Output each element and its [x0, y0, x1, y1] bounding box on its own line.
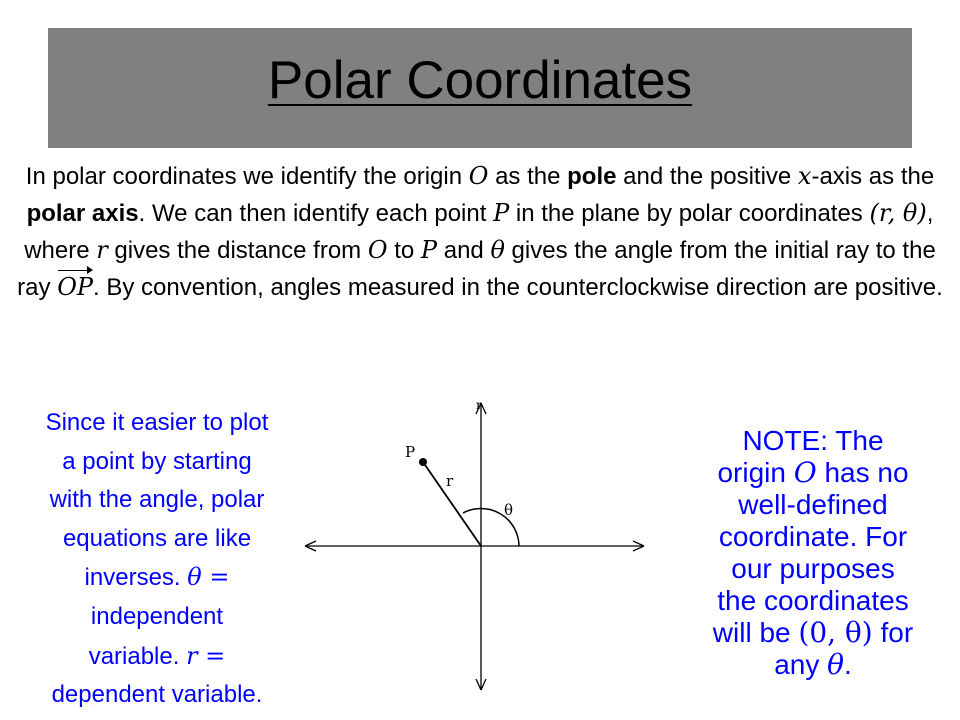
point-P-label: P [405, 443, 416, 461]
math-theta: θ [490, 236, 505, 264]
math-theta: θ [827, 648, 844, 681]
left-note-line: a point by starting [62, 447, 252, 475]
right-note-text: origin [717, 457, 794, 488]
right-note-text: . [844, 649, 852, 680]
intro-text: and the positive [616, 163, 798, 190]
intro-text: to [387, 237, 421, 264]
math-O: O [793, 456, 817, 489]
left-note-line: equations are like [62, 524, 252, 552]
math-theta-equals: θ = [187, 563, 230, 592]
right-note-line [672, 457, 954, 489]
right-note-text: for [872, 617, 914, 648]
slide-title: Polar Coordinates [267, 51, 693, 110]
math-r-equals: r = [186, 641, 226, 670]
math-vector-OP: OP [57, 269, 93, 305]
math-origin-coords: (0, θ) [798, 616, 873, 649]
right-note [672, 425, 954, 681]
left-note-text: variable. [88, 642, 187, 670]
left-note [4, 404, 310, 715]
left-note-line: Since it easier to plot [45, 409, 269, 436]
right-note-line: coordinate. For [718, 521, 908, 552]
term-pole: pole [567, 163, 617, 190]
angle-label: θ [504, 501, 514, 519]
term-polar-axis: polar axis [26, 200, 139, 227]
right-note-line: the coordinates [717, 585, 909, 616]
right-note-text: any [774, 649, 828, 680]
intro-text: gives the angle from the initial ray to the ray [17, 237, 936, 301]
intro-text: as the [488, 163, 568, 190]
left-note-line: dependent variable. [51, 681, 263, 709]
intro-text: . By convention, angles measured in the counterclockwise direction are positive. [93, 274, 943, 301]
left-note-text: inverses. [84, 564, 188, 592]
right-note-line: our purposes [731, 553, 895, 584]
intro-paragraph [10, 158, 950, 306]
y-axis-top-mark: r [476, 398, 482, 412]
intro-text: , where [24, 200, 934, 264]
right-note-line [672, 617, 954, 649]
left-note-line: with the angle, polar [49, 486, 265, 514]
math-O: O [468, 162, 489, 190]
title-bar [48, 28, 912, 148]
intro-text: In polar coordinates we identify the origin [25, 163, 469, 190]
right-note-line: NOTE: The [742, 425, 884, 456]
right-note-text: will be [712, 617, 799, 648]
right-note-line [672, 649, 954, 681]
polar-diagram [300, 395, 660, 695]
math-coords: (r, θ) [869, 199, 927, 227]
intro-text: in the plane by polar coordinates [509, 200, 870, 227]
right-note-line: well-defined [738, 489, 888, 520]
left-note-line [4, 558, 310, 598]
left-note-line [4, 637, 310, 677]
math-P: P [420, 236, 438, 264]
intro-text: and [437, 237, 491, 264]
right-note-text: has no [816, 457, 909, 488]
math-r: r [96, 236, 108, 264]
math-O: O [367, 236, 388, 264]
math-P: P [493, 199, 510, 227]
intro-text: . We can then identify each point [138, 200, 494, 227]
left-note-line: independent [90, 602, 224, 630]
point-P-dot [419, 458, 427, 466]
math-x: x [797, 162, 812, 190]
intro-text: -axis as the [811, 163, 935, 190]
intro-text: gives the distance from [107, 237, 368, 264]
radius-label: r [446, 472, 454, 490]
